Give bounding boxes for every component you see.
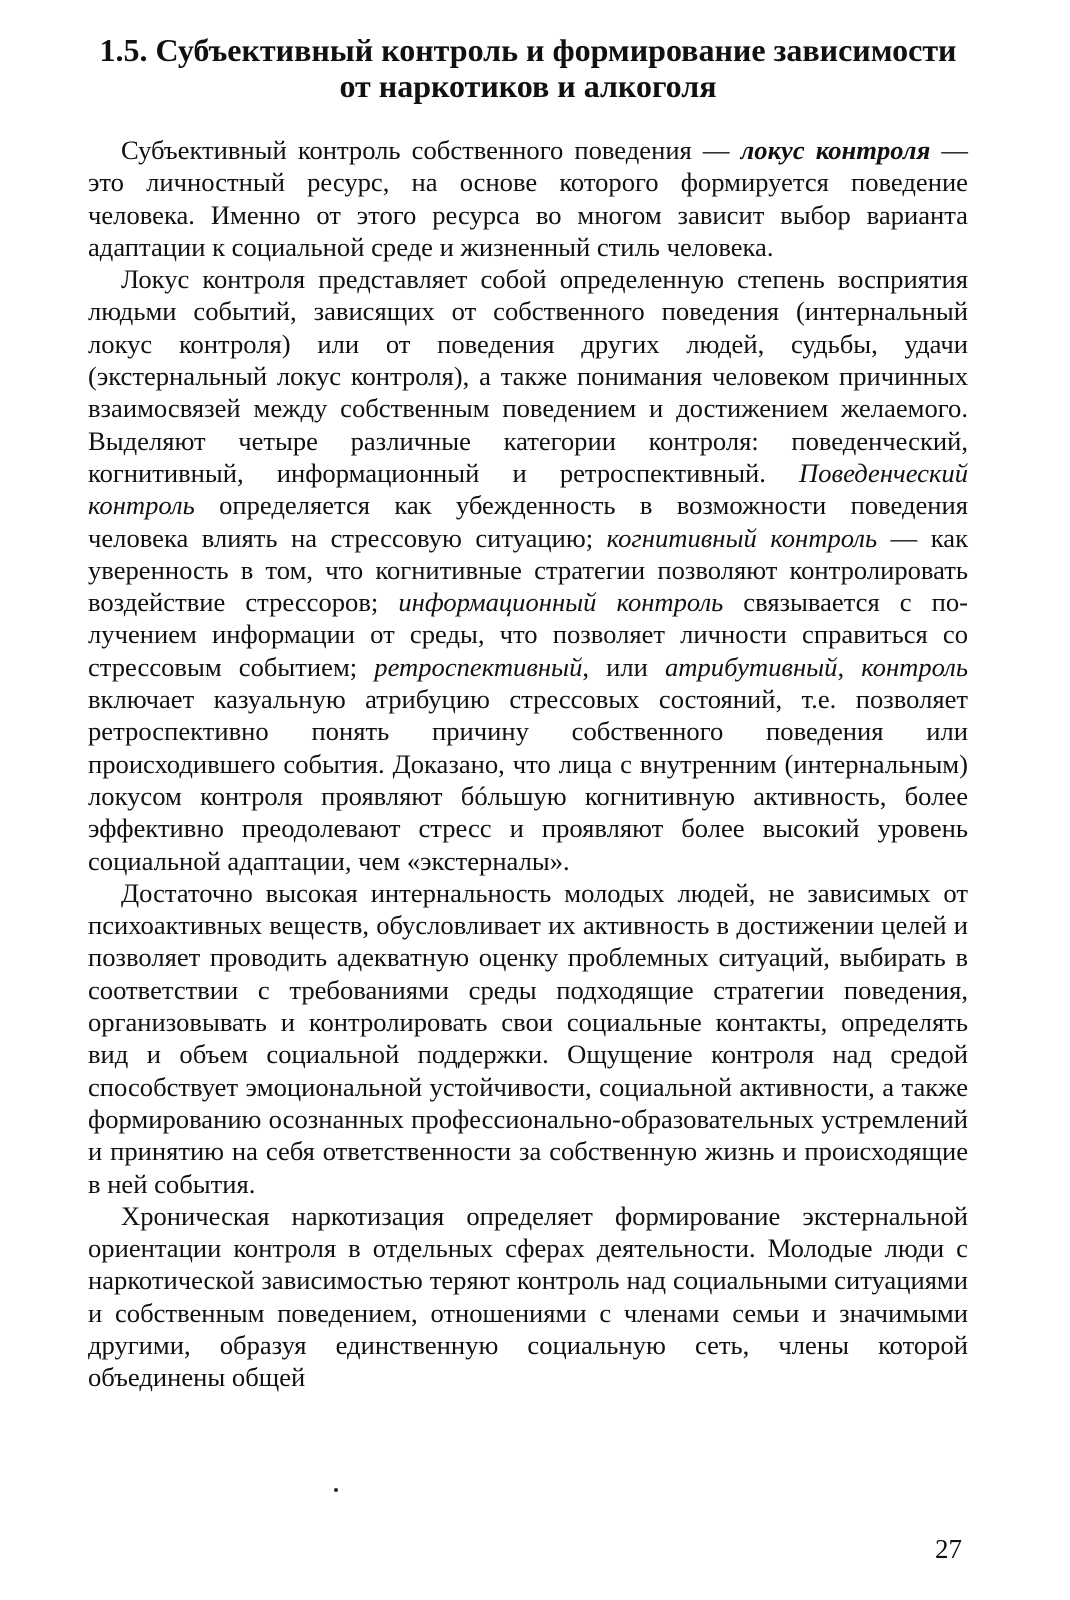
- paragraph-2-text-c: — как уверенность в том, что когнитивные стратегии позволяют контролировать воздействие стрессоров;: [88, 522, 968, 618]
- section-heading: [88, 32, 968, 104]
- paragraph-2-text-d: связывается с получением информации от среды, что позволяет личности справиться со стрессовым событием;: [88, 587, 968, 682]
- book-page: [88, 32, 968, 1394]
- paragraph-2-text-f: включает казуальную атрибуцию стрессовых состояний, т.е. позволяет ретроспективно понять причину собственного поведения или происходившего события. Доказано, что лица с внутренним (интернальным) локусом контроля проявляют бóльшую когнитивную активность, более эффективно преодолевают стресс и проявляют более высокий уровень социальной адаптации, чем «экстерналы».: [88, 684, 968, 876]
- body-text: [88, 134, 968, 1394]
- print-speck: [334, 1488, 338, 1492]
- term-informational-control: информационный контроль: [398, 587, 724, 618]
- paragraph-4: Хроническая наркотизация определяет формирование экстернальной ориентации контроля в отдельных сферах деятельности. Молодые люди с наркотической зависимостью теряют контроль над социальными ситуациями и собственным поведением, отношениями с членами семьи и значимыми другими, образуя единственную социальную сеть, члены которой объединены общей: [88, 1200, 968, 1393]
- term-behavioral-control: Поведенческий контроль: [88, 457, 968, 521]
- paragraph-1: [88, 134, 968, 263]
- paragraph-2-text-b: определяется как убежденность в возможности поведения человека влиять на стрессовую ситуацию;: [88, 490, 968, 553]
- paragraph-2: [88, 263, 968, 877]
- term-cognitive-control: когнитивный контроль: [606, 522, 878, 553]
- paragraph-2-text-a: Локус контроля представляет собой определенную степень восприятия людьми событий, зависящих от собственного поведения (интернальный локус контроля) или от поведения других людей, судьбы, удачи (экстернальный локус контроля), а также понимания человеком причинных взаимосвязей между собственным поведением и достижением желаемого. Выделяют четыре различные категории контроля: поведенческий, когнитивный, информационный и ретроспективный.: [88, 264, 968, 488]
- section-heading-line-2: от наркотиков и алкоголя: [339, 68, 717, 104]
- paragraph-3: Достаточно высокая интернальность молодых людей, не зависимых от психоактивных веществ, обусловливает их активность в достижении целей и позволяет проводить адекватную оценку проблемных ситуаций, выбирать в соответствии с требованиями среды подходящие стратегии поведения, организовывать и контролировать свои социальные контакты, определять вид и объем социальной поддержки. Ощущение контроля над средой способствует эмоциональной устойчивости, социальной активности, а также формированию осознанных профессионально-образовательных устремлений и принятию на себя ответственности за собственную жизнь и происходящие в ней события.: [88, 877, 968, 1199]
- term-attributive-control: атрибутивный, контроль: [665, 651, 968, 682]
- term-retrospective: ретроспективный: [374, 651, 583, 682]
- paragraph-1-text-b: — это личностный ресурс, на основе которого формируется поведение человека. Именно от этого ресурса во многом зависит выбор варианта адаптации к социальной среде и жизненный стиль человека.: [88, 135, 968, 262]
- paragraph-1-text-a: Субъективный контроль собственного поведения —: [121, 135, 741, 165]
- page-number: 27: [935, 1534, 962, 1564]
- term-locus-of-control: локус контроля: [740, 135, 931, 165]
- section-heading-line-1: 1.5. Субъективный контроль и формирование зависимости: [99, 32, 957, 68]
- paragraph-2-text-e: , или: [582, 651, 665, 682]
